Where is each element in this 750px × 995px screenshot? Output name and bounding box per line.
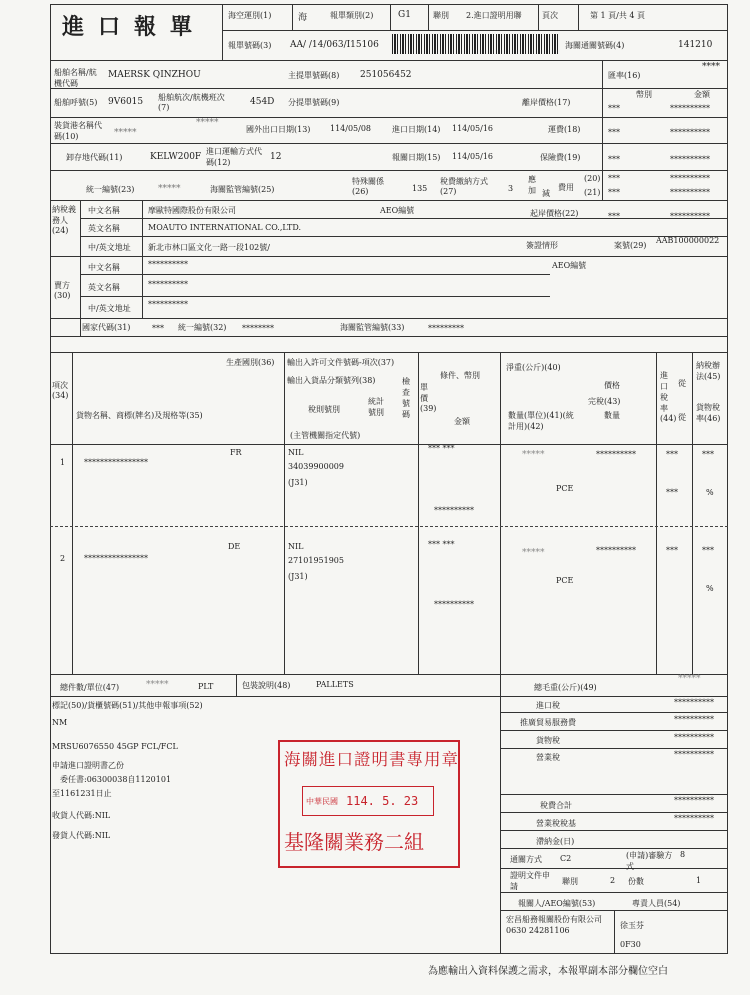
uni-value: ***** <box>158 184 181 194</box>
item-1-terms: *** *** <box>428 444 455 453</box>
sub-bl-label: 分提單號碼(9) <box>288 98 340 107</box>
taxpayer-en-label: 英文名稱 <box>88 224 120 233</box>
report-date-value: 114/05/16 <box>452 152 494 161</box>
divider <box>80 200 81 336</box>
transport-mode-label: 進口運輸方式代碼(12) <box>206 147 262 167</box>
divider <box>500 712 728 713</box>
amount-label: 金額 <box>454 417 470 426</box>
divider <box>80 296 550 297</box>
business-base-value: ********** <box>674 814 714 823</box>
marks-line-7: 發貨人代碼:NIL <box>52 831 111 840</box>
divider <box>50 336 728 337</box>
item-2-agency: (J31) <box>288 572 308 581</box>
from-label-2: 從 <box>678 413 686 422</box>
taxpayer-cn-label: 中文名稱 <box>88 206 120 215</box>
item-1-no: 1 <box>60 458 66 467</box>
insurance-currency: *** <box>608 155 620 164</box>
divider <box>500 892 728 893</box>
taxpayer-section-label: 納稅義務人(24) <box>52 205 76 235</box>
taxpayer-cn-value: 摩歐特國際股份有限公司 <box>148 206 236 215</box>
special-rel-value: 135 <box>412 184 428 193</box>
business-tax-value: ********** <box>674 750 714 759</box>
cif-amount: ********** <box>670 212 710 221</box>
marks-line-1: NM <box>52 718 68 727</box>
type-label: 報單類別(2) <box>330 11 374 20</box>
divider <box>292 4 293 30</box>
clearance-apply-value: 8 <box>680 850 686 859</box>
divider <box>500 868 728 869</box>
divider <box>500 848 728 849</box>
item-2-terms: *** *** <box>428 540 455 549</box>
fee-21-amount: ********** <box>670 188 710 197</box>
marks-line-3: 申請進口證明書乙份 <box>52 761 124 770</box>
freight-label: 運費(18) <box>548 125 581 134</box>
late-fee-label: 滯納金(日) <box>536 837 575 846</box>
seller-section-label: 賣方(30) <box>54 281 71 300</box>
currency-label: 幣別 <box>636 90 652 99</box>
divider <box>500 794 728 795</box>
cif-label: 起岸價格(22) <box>530 209 579 218</box>
supervision-label: 海關監管編號(25) <box>210 185 275 194</box>
divider <box>50 170 728 171</box>
taxpayer-aeo-label: AEO編號 <box>380 206 415 215</box>
item-2-origin: DE <box>228 542 241 551</box>
item-2-permit: NIL <box>288 542 304 551</box>
packing-value: PALLETS <box>316 680 354 689</box>
vessel-label: 船舶名稱/航機代碼 <box>54 68 97 88</box>
cert-joint-value: 2 <box>610 876 616 885</box>
officer-code: 0F30 <box>620 940 641 949</box>
tariff-label: 稅則號別 <box>308 405 340 414</box>
divider <box>500 748 728 749</box>
price-label: 價格 <box>604 381 620 390</box>
type-value: G1 <box>398 10 411 20</box>
seller-uni-label: 統一編號(32) <box>178 323 227 332</box>
taxpayer-addr-value: 新北市林口區文化一路一段102號/ <box>148 243 270 252</box>
goods-tax-label: 貨物稅率(46) <box>696 403 721 423</box>
divider <box>80 218 728 219</box>
cert-copies-label: 份數 <box>628 877 644 886</box>
stamp-top-text: 海關進口證明書專用章 <box>284 750 459 769</box>
divider <box>418 352 419 674</box>
marks-line-6: 收貨人代碼:NIL <box>52 811 111 820</box>
item-2-rate: *** <box>666 546 678 555</box>
divider <box>50 200 728 201</box>
transport-label: 海空運別(1) <box>228 11 272 20</box>
page-value: 第 1 頁/共 4 頁 <box>590 11 646 20</box>
divider <box>222 30 728 31</box>
clearance-apply-label: (申請)審驗方式 <box>626 851 673 871</box>
qty2-label: 數量 <box>604 411 620 420</box>
item-2-net: ***** <box>522 548 545 558</box>
barcode <box>392 34 558 54</box>
seller-country-label: 國家代碼(31) <box>82 323 131 332</box>
divider <box>80 236 728 237</box>
packages-value: ***** <box>146 680 169 690</box>
packages-unit: PLT <box>198 682 214 691</box>
packages-label: 總件數/單位(47) <box>60 683 120 692</box>
goods-name-label: 貨物名稱、商標(牌名)及規格等(35) <box>76 411 203 420</box>
seller-cn-label: 中文名稱 <box>88 263 120 272</box>
business-tax-label: 營業稅 <box>536 753 560 762</box>
item-2-duty: ********** <box>596 546 636 555</box>
export-date-label: 國外出口日期(13) <box>246 125 311 134</box>
port-price-currency: *** <box>608 104 620 113</box>
from-label: 從 <box>678 379 686 388</box>
divider <box>50 674 728 675</box>
stat-label: 統計號別 <box>368 397 384 417</box>
footnote: 為應輸出入資料保護之需求，本報單副本部分欄位空白 <box>428 966 668 977</box>
voyage-label: 船舶航次/航機班次(7) <box>158 93 225 112</box>
item-2-amount: ********** <box>434 600 474 609</box>
taxpayer-addr-label: 中/英文地址 <box>88 243 131 252</box>
divider <box>50 88 728 89</box>
special-rel-label: 特殊關係(26) <box>352 177 384 196</box>
origin-label: 生產國別(36) <box>226 358 275 367</box>
item-separator <box>50 526 728 527</box>
promo-fee-label: 推廣貿易服務費 <box>520 718 576 727</box>
divider <box>390 4 391 30</box>
joint-value: 2.進口證明用聯 <box>466 11 522 20</box>
stamp-era: 中華民國 <box>306 797 338 806</box>
port-price-amount: ********** <box>670 104 710 113</box>
master-bl-label: 主提單號碼(8) <box>288 71 340 80</box>
joint-label: 聯別 <box>433 11 449 20</box>
officer-label: 專責人員(54) <box>632 899 681 908</box>
rate-label: 進口稅率(44) <box>660 371 677 423</box>
clearance-mode-label: 通關方式 <box>510 855 542 864</box>
import-date-value: 114/05/16 <box>452 124 494 133</box>
seller-country-value: *** <box>152 324 164 333</box>
divider <box>50 444 728 445</box>
divider <box>500 352 501 674</box>
customs-no-value: 141210 <box>678 40 713 50</box>
class-label: 輸出入貨品分類號列(38) <box>287 376 376 385</box>
rate-label: 匯率(16) <box>608 71 641 80</box>
item-2-unit: PCE <box>556 576 574 585</box>
item-2-method: *** <box>702 546 714 555</box>
stamp-date: 114. 5. 23 <box>346 794 419 808</box>
divider <box>50 352 728 353</box>
decl-no-label: 報單號碼(3) <box>228 41 272 50</box>
broker-aeo-label: 報關人/AEO編號(53) <box>518 899 596 908</box>
cert-joint-label: 聯別 <box>562 877 578 886</box>
officer-name: 徐玉芬 <box>620 921 644 930</box>
divider <box>222 4 223 60</box>
divider <box>692 352 693 674</box>
master-bl-value: 251056452 <box>360 70 412 80</box>
broker-name: 宏昌船務報關股份有限公司 <box>506 915 602 924</box>
clearance-mode-value: C2 <box>560 854 572 863</box>
transport-value: 海 <box>298 13 308 23</box>
terms-label: 條件、幣別 <box>440 371 480 380</box>
page-label: 頁次 <box>542 11 558 20</box>
divider <box>500 674 501 696</box>
seller-en-value: ********** <box>148 280 188 289</box>
case-label: 案號(29) <box>614 241 647 250</box>
divider <box>50 318 728 319</box>
transport-mode-value: 12 <box>270 152 282 162</box>
seller-cn-value: ********** <box>148 260 188 269</box>
taxpayer-en-value: MOAUTO INTERNATIONAL CO.,LTD. <box>148 223 302 232</box>
item-1-rate-2: *** <box>666 488 678 497</box>
divider <box>500 730 728 731</box>
insurance-label: 保險費(19) <box>540 153 581 162</box>
divider <box>614 910 615 954</box>
export-date-value: 114/05/08 <box>330 124 372 133</box>
divider <box>500 812 728 813</box>
dest-label: 卸存地代碼(11) <box>66 153 123 162</box>
tax-total-label: 稅費合計 <box>540 801 572 810</box>
duty-label: 完稅(43) <box>588 397 621 406</box>
cert-copies-value: 1 <box>696 876 702 885</box>
call-sign-label: 船舶呼號(5) <box>54 98 98 107</box>
voyage-value: 454D <box>250 97 275 107</box>
item-1-name: **************** <box>84 458 148 467</box>
item-1-permit: NIL <box>288 448 304 457</box>
marks-label: 標記(50)/貨櫃號碼(51)/其他申報事項(52) <box>52 701 203 710</box>
marks-line-2: MRSU6076550 45GP FCL/FCL <box>52 742 178 751</box>
seller-en-label: 英文名稱 <box>88 283 120 292</box>
loading-port-value-2: ***** <box>196 118 219 128</box>
insurance-amount: ********** <box>670 155 710 164</box>
item-2-no: 2 <box>60 554 66 563</box>
cif-currency: *** <box>608 212 620 221</box>
packing-label: 包裝說明(48) <box>242 681 291 690</box>
divider <box>50 143 728 144</box>
decl-no-value: AA/ /14/063/I15106 <box>290 40 379 50</box>
unit-price-label: 單價(39) <box>420 383 437 413</box>
loading-port-label: 裝貨港名稱代碼(10) <box>54 121 102 141</box>
tax-total-value: ********** <box>674 796 714 805</box>
seller-supervision-value: ********* <box>428 324 464 333</box>
item-1-net: ***** <box>522 450 545 460</box>
seller-supervision-label: 海關監管編號(33) <box>340 323 405 332</box>
divider <box>602 60 603 200</box>
gross-weight-label: 總毛重(公斤)(49) <box>534 683 597 692</box>
divider <box>50 117 728 118</box>
stamp-bottom-text: 基隆關業務二組 <box>284 830 424 854</box>
page-title: 進口報單 <box>62 14 207 40</box>
check-label: 檢查號碼 <box>402 377 410 419</box>
business-base-label: 營業稅稅基 <box>536 819 576 828</box>
freight-currency: *** <box>608 128 620 137</box>
divider <box>538 4 539 30</box>
agency-label: (主管機關指定代號) <box>290 431 361 440</box>
divider <box>50 696 728 697</box>
pay-method-value: 3 <box>508 184 514 193</box>
fee-21-currency: *** <box>608 188 620 197</box>
qty-label: 數量(單位)(41)(統計用)(42) <box>508 411 574 431</box>
uni-label: 統一編號(23) <box>86 185 135 194</box>
promo-fee-value: ********** <box>674 715 714 724</box>
seller-aeo-label: AEO編號 <box>552 261 587 270</box>
sign-label: 簽證情形 <box>526 241 558 250</box>
item-1-unit: PCE <box>556 484 574 493</box>
freight-amount: ********** <box>670 128 710 137</box>
divider <box>72 352 73 674</box>
cert-label: 證明文件申請 <box>510 871 550 891</box>
goods-tax-label: 貨物稅 <box>536 736 560 745</box>
import-tax-value: ********** <box>674 698 714 707</box>
item-1-rate: *** <box>666 450 678 459</box>
customs-no-label: 海關通關號碼(4) <box>565 41 625 50</box>
divider <box>656 352 657 674</box>
divider <box>578 4 579 30</box>
fee-label: 費用 <box>558 183 574 192</box>
rate-value: **** <box>702 62 720 72</box>
item-1-method: *** <box>702 450 714 459</box>
item-1-amount: ********** <box>434 506 474 515</box>
seller-addr-label: 中/英文地址 <box>88 304 131 313</box>
method-label: 納稅辦法(45) <box>696 361 721 381</box>
item-1-origin: FR <box>230 448 242 457</box>
add-label: 應加 <box>528 175 536 195</box>
item-1-code: 34039900009 <box>288 462 344 471</box>
net-weight-label: 淨重(公斤)(40) <box>506 363 561 372</box>
port-price-label: 離岸價格(17) <box>522 98 571 107</box>
item-1-duty: ********** <box>596 450 636 459</box>
permit-label: 輸出入許可文件號碼-項次(37) <box>287 358 395 367</box>
gross-weight-value: ***** <box>678 674 701 684</box>
loading-port-value: ***** <box>114 128 137 138</box>
fee-20-amount: ********** <box>670 174 710 183</box>
amount-label: 金額 <box>694 90 710 99</box>
item-1-percent: % <box>706 488 714 497</box>
import-tax-label: 進口稅 <box>536 701 560 710</box>
divider <box>142 200 143 318</box>
seller-uni-value: ******** <box>242 324 274 333</box>
fee-20-currency: *** <box>608 174 620 183</box>
import-date-label: 進口日期(14) <box>392 125 441 134</box>
item-2-percent: % <box>706 584 714 593</box>
broker-code: 0630 24281106 <box>506 926 570 935</box>
sub-label: 減 <box>542 189 550 198</box>
call-sign-value: 9V6015 <box>108 97 144 107</box>
divider <box>284 352 285 674</box>
divider <box>50 256 728 257</box>
pay-method-label: 稅費繳納方式(27) <box>440 177 488 196</box>
report-date-label: 報關日期(15) <box>392 153 441 162</box>
marks-line-4: 委任書:06300038自1120101 <box>60 775 172 784</box>
divider <box>80 274 550 275</box>
divider <box>236 674 237 696</box>
divider <box>50 60 728 61</box>
goods-tax-value: ********** <box>674 733 714 742</box>
divider <box>428 4 429 30</box>
vessel-value: MAERSK QINZHOU <box>108 70 201 80</box>
item-1-agency: (J31) <box>288 478 308 487</box>
fee-21: (21) <box>584 188 601 197</box>
marks-line-5: 至1161231日止 <box>52 789 112 798</box>
item-2-code: 27101951905 <box>288 556 344 565</box>
case-value: AAB100000022 <box>656 236 720 245</box>
dest-value: KELW200F <box>150 152 202 162</box>
seller-addr-value: ********** <box>148 300 188 309</box>
divider <box>500 830 728 831</box>
fee-20: (20) <box>584 174 601 183</box>
item-no-label: 項次(34) <box>52 381 69 400</box>
divider <box>500 696 501 954</box>
item-2-name: **************** <box>84 554 148 563</box>
